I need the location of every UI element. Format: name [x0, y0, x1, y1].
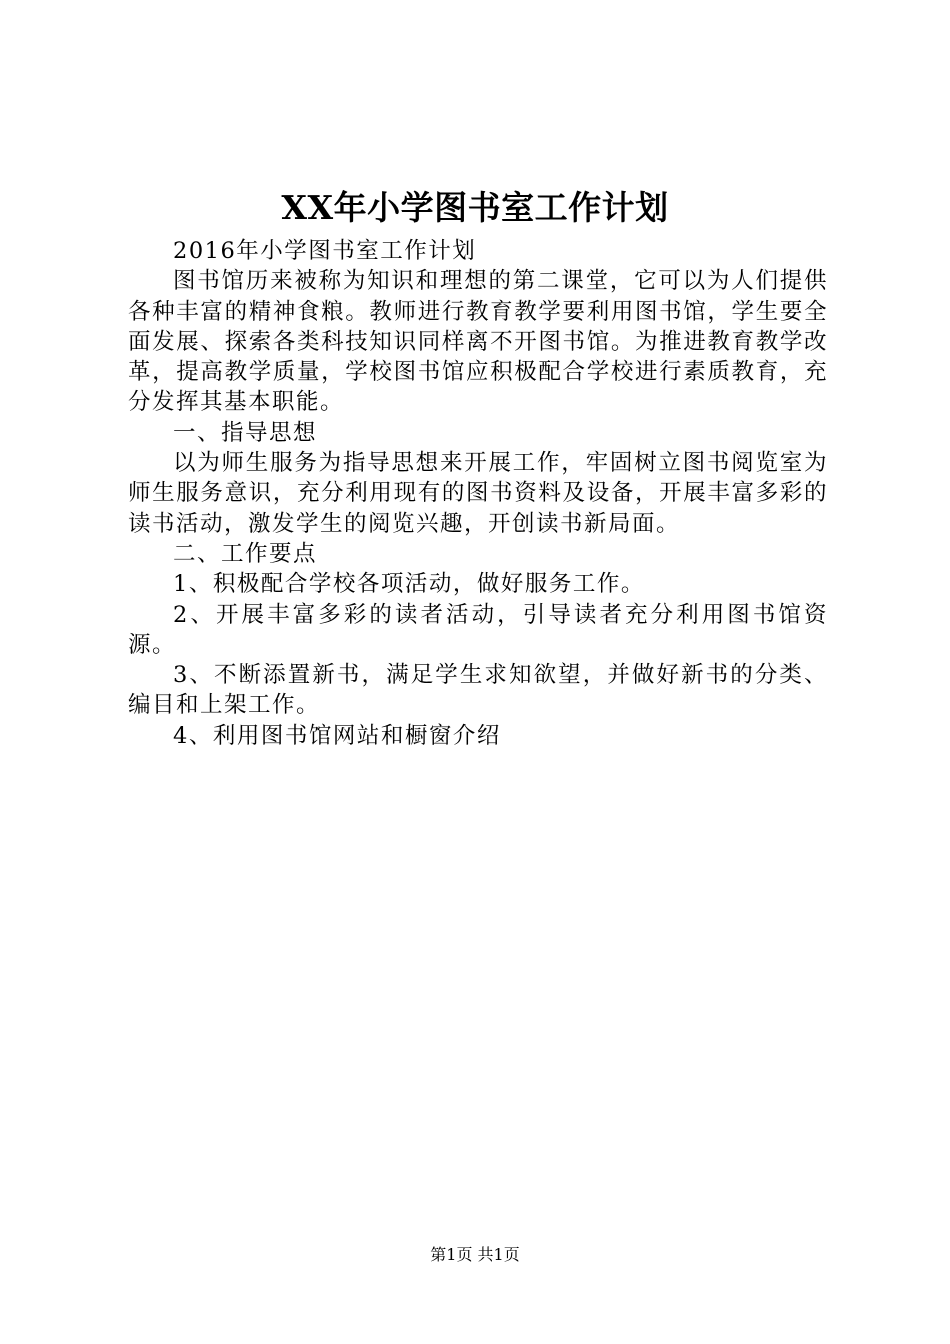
- guiding-ideology-paragraph: 以为师生服务为指导思想来开展工作，牢固树立图书阅览室为师生服务意识，充分利用现有的图书资料及设备，开展丰富多彩的读书活动，激发学生的阅览兴趣，开创读书新局面。: [128, 450, 828, 537]
- section-heading-guiding-ideology: 一、指导思想: [173, 419, 318, 446]
- intro-paragraph: 图书馆历来被称为知识和理想的第二课堂，它可以为人们提供各种丰富的精神食粮。教师进行教育教学要利用图书馆，学生要全面发展、探索各类科技知识同样离不开图书馆。为推进教育教学改革，提高教学质量，学校图书馆应积极配合学校进行素质教育，充分发挥其基本职能。: [128, 268, 828, 416]
- work-point-item: 4、利用图书馆网站和橱窗介绍: [173, 722, 501, 749]
- document-body: [128, 236, 828, 751]
- page-number-footer: 第1页 共1页: [430, 1245, 520, 1264]
- subtitle-paragraph: 2016年小学图书室工作计划: [173, 238, 477, 264]
- work-point-item: 1、积极配合学校各项活动，做好服务工作。: [173, 571, 645, 598]
- work-point-item: 3、不断添置新书，满足学生求知欲望，并做好新书的分类、编目和上架工作。: [128, 662, 828, 719]
- section-heading-work-points: 二、工作要点: [173, 540, 318, 567]
- work-point-item: 2、开展丰富多彩的读者活动，引导读者充分利用图书馆资源。: [128, 601, 828, 658]
- document-title: XX年小学图书室工作计划: [281, 188, 669, 227]
